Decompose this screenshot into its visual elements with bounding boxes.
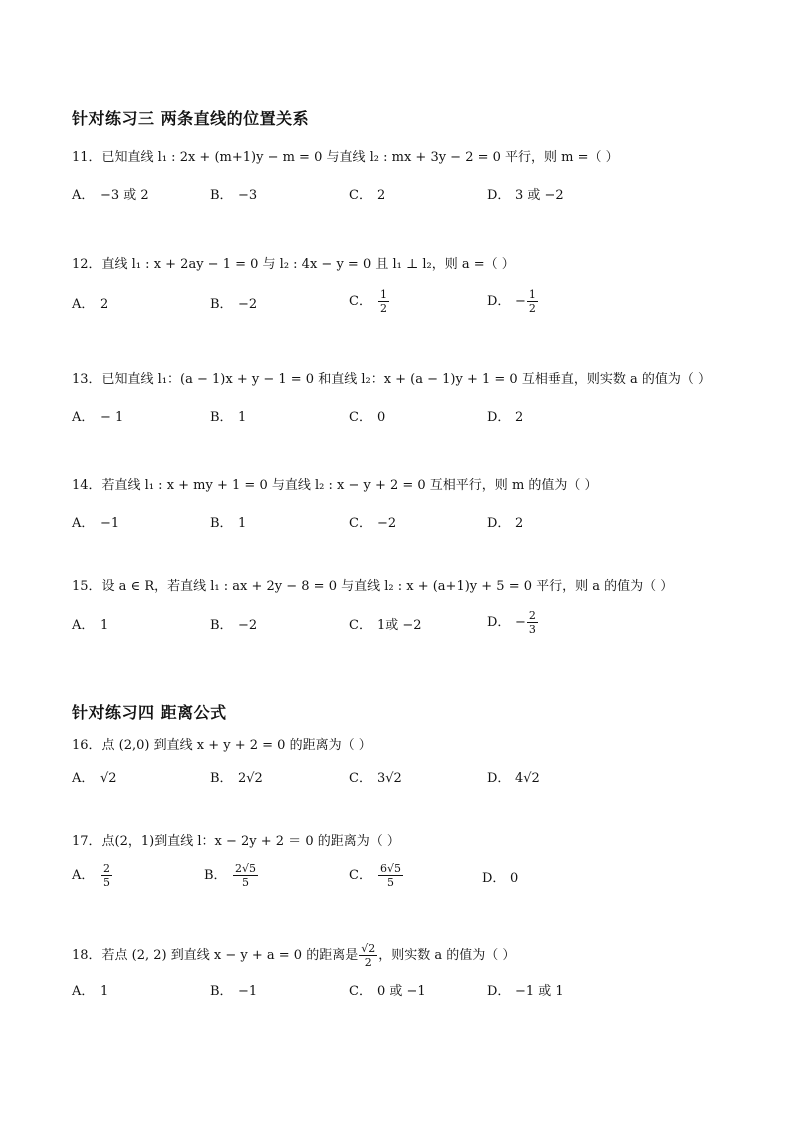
option-c[interactable]: C． 3√2: [349, 771, 402, 786]
question-17: [72, 831, 754, 853]
option-a[interactable]: A． √2: [72, 771, 117, 786]
option-a[interactable]: A． 1: [72, 984, 109, 999]
option-d[interactable]: D． −1 或 1: [487, 984, 564, 999]
option-b[interactable]: B． $\frac{2√5}{5}$: [204, 862, 257, 889]
question-number: 11．: [72, 150, 102, 165]
question-15: [72, 576, 754, 598]
option-a[interactable]: A． $\frac{2}{5}$: [72, 862, 110, 889]
question-text-tail: ，则实数 a 的值为（ ）: [378, 948, 516, 963]
question-number: 17．: [72, 834, 102, 849]
option-a[interactable]: A． 1: [72, 618, 109, 633]
fraction: $\frac{√2}{2}$: [361, 942, 376, 969]
options-16: [72, 768, 772, 802]
question-text: 若直线 l₁ : x + my + 1 = 0 与直线 l₂ : x − y + 2 = 0 互相平行，则 m 的值为（ ）: [101, 478, 598, 493]
options-14: [72, 513, 772, 547]
option-a[interactable]: A． −3 或 2: [72, 188, 149, 203]
question-11: [72, 147, 754, 169]
option-c[interactable]: C． −2: [349, 516, 397, 531]
option-b[interactable]: B． −2: [210, 297, 258, 312]
question-number: 18．: [72, 948, 102, 963]
fraction: $\frac{6√5}{5}$: [380, 862, 402, 889]
question-text: 点 (2,0) 到直线 x + y + 2 = 0 的距离为（ ）: [101, 738, 372, 753]
option-b[interactable]: B． 2√2: [210, 771, 263, 786]
option-d[interactable]: D． 3 或 −2: [487, 188, 564, 203]
option-d[interactable]: D． − $\frac{2}{3}$: [487, 609, 536, 636]
fraction: $\frac{2}{5}$: [103, 862, 110, 889]
question-text: 若点 (2, 2) 到直线 x − y + a = 0 的距离是: [101, 948, 359, 963]
option-c[interactable]: C． $\frac{1}{2}$: [349, 288, 387, 315]
question-text: 已知直线 l₁ : 2x + (m+1)y − m = 0 与直线 l₂ : mx + 3y − 2 = 0 平行，则 m =（ ）: [101, 150, 619, 165]
option-b[interactable]: B． 1: [210, 410, 247, 425]
question-text: 点(2，1)到直线 l：x − 2y + 2 ＝ 0 的距离为（ ）: [101, 834, 400, 849]
fraction: $\frac{1}{2}$: [528, 288, 536, 315]
fraction: $\frac{2}{3}$: [528, 609, 536, 636]
option-c[interactable]: C． 2: [349, 188, 386, 203]
option-b[interactable]: B． −3: [210, 188, 258, 203]
question-number: 12．: [72, 257, 102, 272]
option-c[interactable]: C． 0 或 −1: [349, 984, 426, 999]
option-a[interactable]: A． − 1: [72, 410, 124, 425]
options-11: [72, 185, 772, 219]
fraction: $\frac{2√5}{5}$: [235, 862, 257, 889]
options-15: [72, 609, 772, 649]
section-title-4: 针对练习四 距离公式: [72, 703, 227, 722]
question-number: 14．: [72, 478, 102, 493]
options-18: [72, 981, 772, 1015]
option-d[interactable]: D． 2: [487, 516, 524, 531]
question-16: [72, 735, 754, 757]
options-17: [72, 862, 772, 902]
option-c[interactable]: C． 1或 −2: [349, 618, 422, 633]
option-d[interactable]: D． − $\frac{1}{2}$: [487, 288, 536, 315]
question-14: [72, 475, 754, 497]
options-13: [72, 407, 772, 441]
question-text: 设 a ∈ R，若直线 l₁ : ax + 2y − 8 = 0 与直线 l₂ : x + (a+1)y + 5 = 0 平行，则 a 的值为（ ）: [101, 579, 674, 594]
option-b[interactable]: B． 1: [210, 516, 247, 531]
question-number: 15．: [72, 579, 102, 594]
option-c[interactable]: C． $\frac{6√5}{5}$: [349, 862, 402, 889]
question-13: [72, 369, 754, 391]
question-text: 已知直线 l₁：(a − 1)x + y − 1 = 0 和直线 l₂：x + (a − 1)y + 1 = 0 互相垂直，则实数 a 的值为（ ）: [101, 372, 711, 387]
option-a[interactable]: A． −1: [72, 516, 120, 531]
question-number: 13．: [72, 372, 102, 387]
fraction: $\frac{1}{2}$: [380, 288, 387, 315]
option-a[interactable]: A． 2: [72, 297, 109, 312]
option-c[interactable]: C． 0: [349, 410, 386, 425]
option-b[interactable]: B． −2: [210, 618, 258, 633]
option-b[interactable]: B． −1: [210, 984, 258, 999]
options-12: [72, 288, 772, 328]
question-number: 16．: [72, 738, 102, 753]
question-12: [72, 254, 754, 276]
option-d[interactable]: D． 2: [487, 410, 524, 425]
option-d[interactable]: D． 0: [482, 871, 519, 886]
question-18: [72, 942, 754, 969]
question-text: 直线 l₁ : x + 2ay − 1 = 0 与 l₂ : 4x − y = 0 且 l₁ ⊥ l₂，则 a =（ ）: [101, 257, 515, 272]
section-title-3: 针对练习三 两条直线的位置关系: [72, 109, 310, 128]
option-d[interactable]: D． 4√2: [487, 771, 540, 786]
